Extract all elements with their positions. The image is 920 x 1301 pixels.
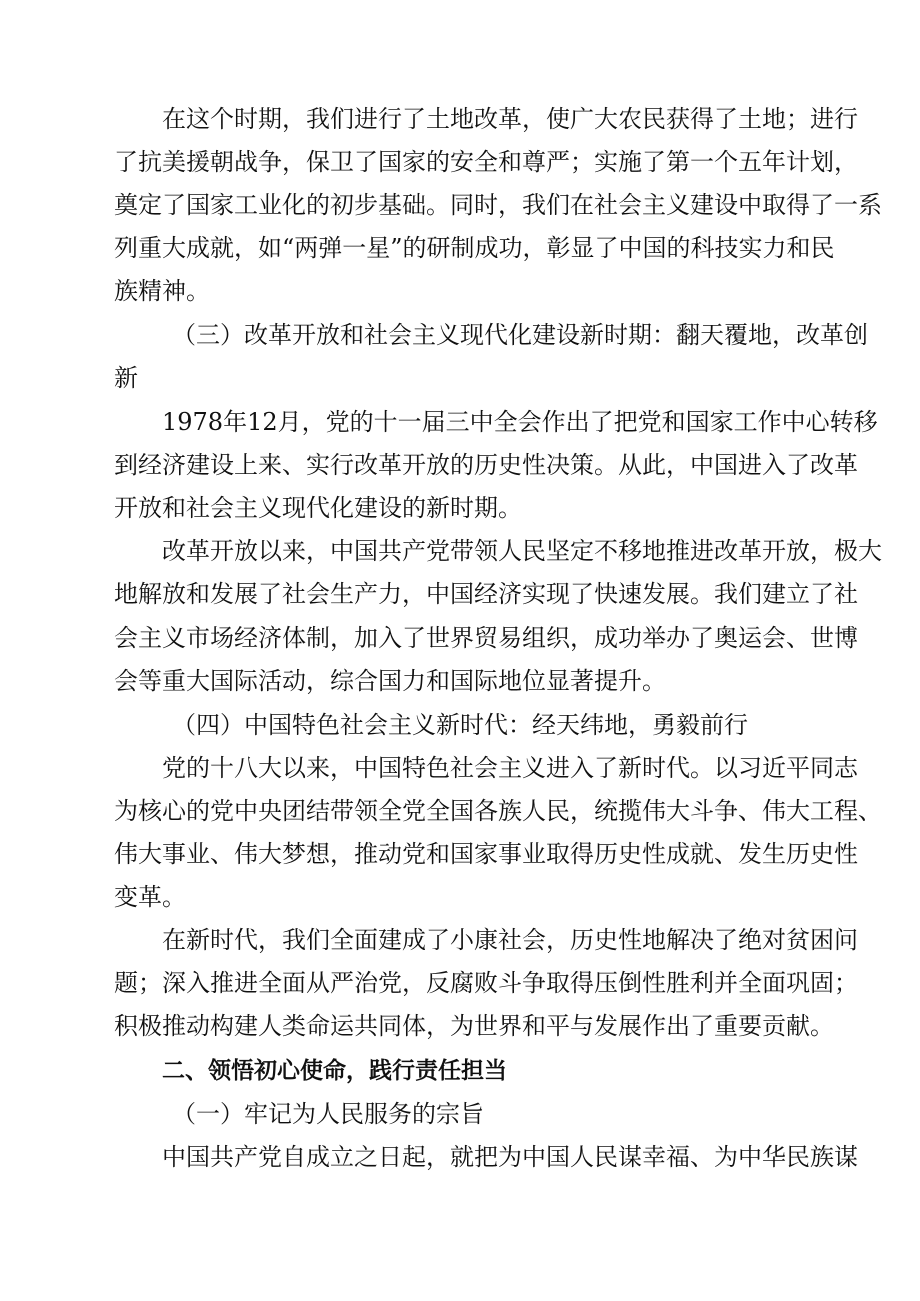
body-line: 会等重大国际活动，综合国力和国际地位显著提升。 xyxy=(114,667,666,695)
section-heading: 二、领悟初心使命，践行责任担当 xyxy=(162,1058,507,1084)
section-subheading: （三）改革开放和社会主义现代化建设新时期：翻天覆地，改革创 xyxy=(172,321,868,349)
body-line: 族精神。 xyxy=(114,277,210,305)
body-line: 伟大事业、伟大梦想，推动党和国家事业取得历史性成就、发生历史性 xyxy=(114,840,858,868)
section-subheading: （四）中国特色社会主义新时代：经天纬地，勇毅前行 xyxy=(172,711,748,739)
body-line: 在这个时期，我们进行了土地改革，使广大农民获得了土地；进行 xyxy=(162,105,858,133)
body-line: 题；深入推进全面从严治党，反腐败斗争取得压倒性胜利并全面巩固； xyxy=(114,969,858,997)
body-line: 到经济建设上来、实行改革开放的历史性决策。从此，中国进入了改革 xyxy=(114,451,858,479)
body-line: 党的十八大以来，中国特色社会主义进入了新时代。以习近平同志 xyxy=(162,754,858,782)
body-line: 了抗美援朝战争，保卫了国家的安全和尊严；实施了第一个五年计划， xyxy=(114,148,858,176)
body-line: 为核心的党中央团结带领全党全国各族人民，统揽伟大斗争、伟大工程、 xyxy=(114,797,882,825)
body-line: 列重大成就，如“两弹一星”的研制成功，彰显了中国的科技实力和民 xyxy=(114,234,835,262)
body-line: 积极推动构建人类命运共同体，为世界和平与发展作出了重要贡献。 xyxy=(114,1012,834,1040)
body-line: 开放和社会主义现代化建设的新时期。 xyxy=(114,494,522,522)
body-line: 地解放和发展了社会生产力，中国经济实现了快速发展。我们建立了社 xyxy=(114,580,858,608)
body-line: 变革。 xyxy=(114,883,186,911)
body-line: 改革开放以来，中国共产党带领人民坚定不移地推进改革开放，极大 xyxy=(162,537,882,565)
body-line: 1978年12月，党的十一届三中全会作出了把党和国家工作中心转移 xyxy=(162,408,878,436)
body-line: 中国共产党自成立之日起，就把为中国人民谋幸福、为中华民族谋 xyxy=(162,1143,858,1171)
body-line: 会主义市场经济体制，加入了世界贸易组织，成功举办了奥运会、世博 xyxy=(114,624,858,652)
section-subheading: 新 xyxy=(114,364,138,392)
body-line: 奠定了国家工业化的初步基础。同时，我们在社会主义建设中取得了一系 xyxy=(114,191,882,219)
section-subheading: （一）牢记为人民服务的宗旨 xyxy=(172,1100,484,1128)
body-line: 在新时代，我们全面建成了小康社会，历史性地解决了绝对贫困问 xyxy=(162,926,858,954)
